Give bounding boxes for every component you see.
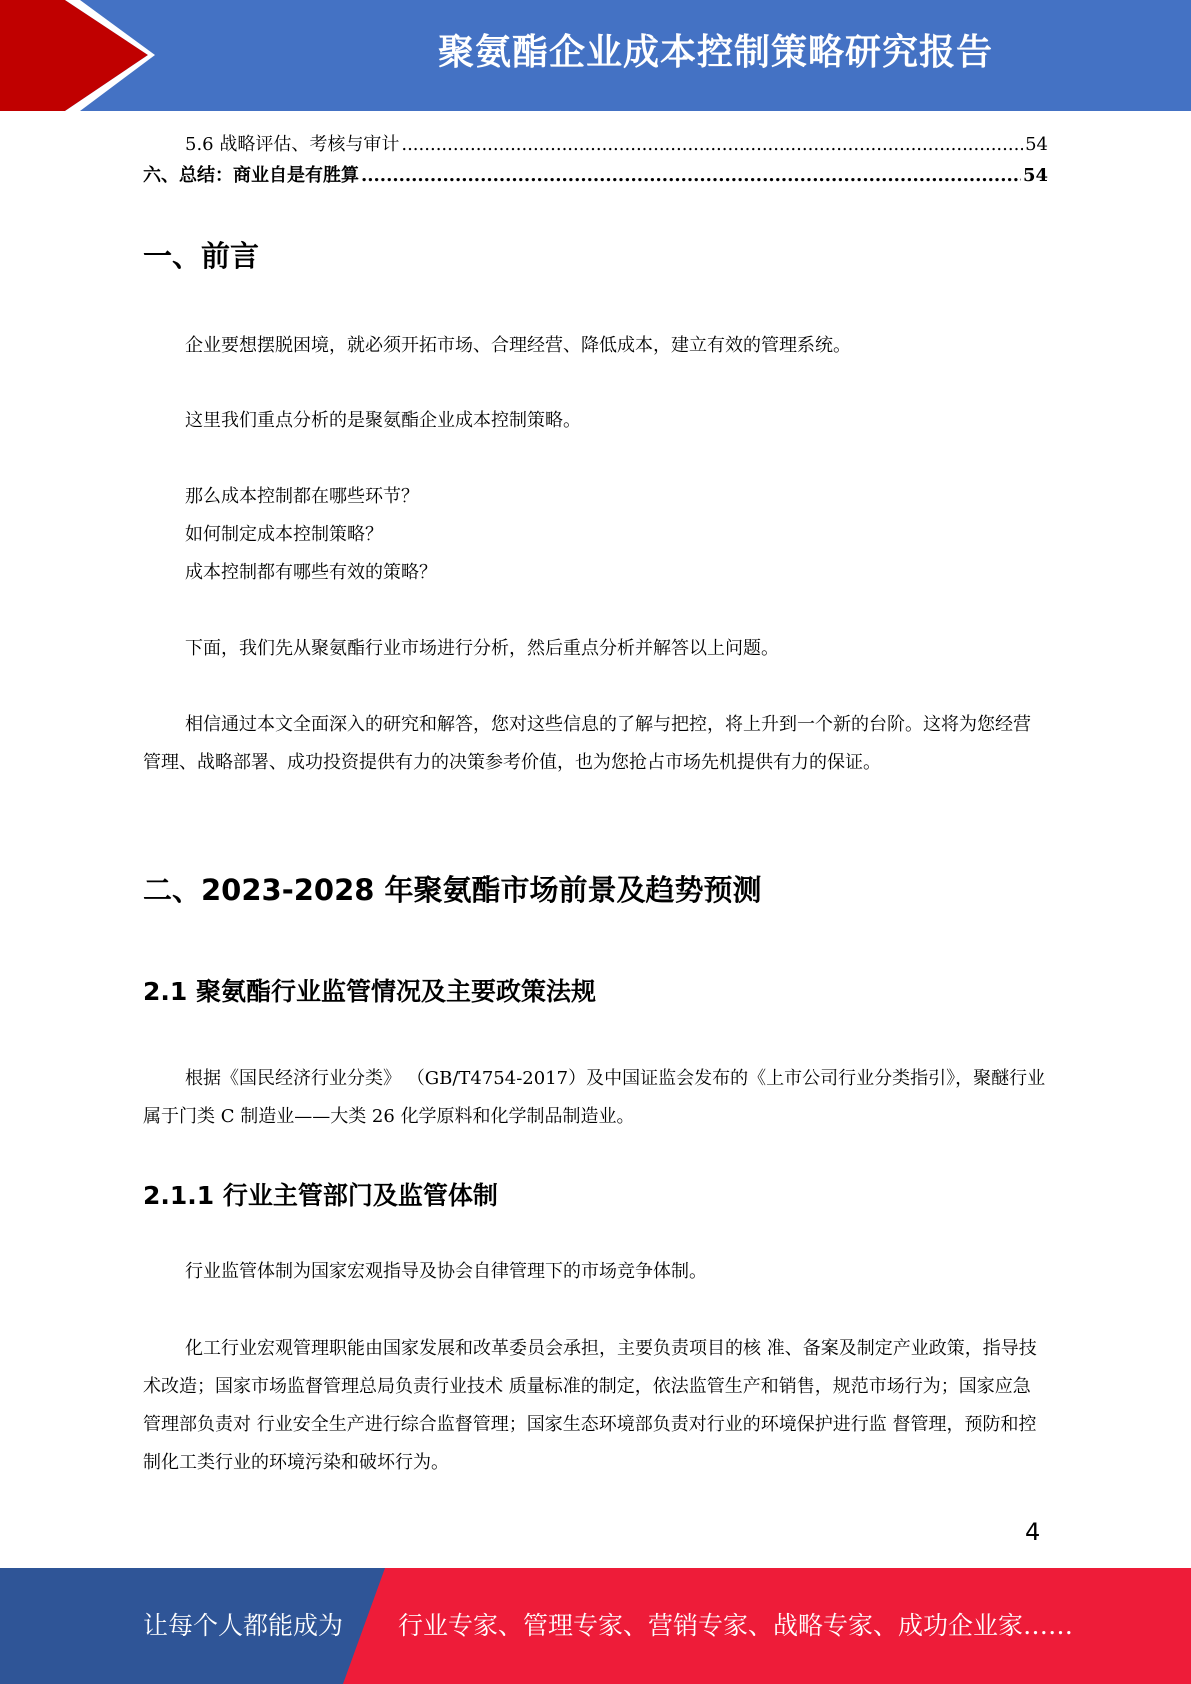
toc-entry-text: 六、总结：商业自是有胜算 bbox=[143, 165, 359, 186]
subsection-heading: 2.1.1 行业主管部门及监管体制 bbox=[143, 1181, 498, 1210]
toc-entry-page: 54 bbox=[1025, 134, 1048, 155]
header-title: 聚氨酯企业成本控制策略研究报告 bbox=[437, 32, 993, 73]
paragraph: 那么成本控制都在哪些环节？ bbox=[185, 486, 419, 507]
paragraph: 成本控制都有哪些有效的策略？ bbox=[185, 562, 437, 583]
footer-slogan-right: 行业专家、管理专家、营销专家、战略专家、成功企业家…… bbox=[398, 1611, 1074, 1640]
toc-entry-page: 54 bbox=[1022, 165, 1048, 186]
subsection-heading: 2.1 聚氨酯行业监管情况及主要政策法规 bbox=[143, 977, 596, 1006]
page-footer bbox=[0, 1568, 1191, 1684]
toc-entry-text: 5.6 战略评估、考核与审计 bbox=[185, 134, 400, 155]
toc-dot-leader bbox=[401, 134, 1023, 155]
footer-slogan-left: 让每个人都能成为 bbox=[143, 1611, 344, 1640]
paragraph: 这里我们重点分析的是聚氨酯企业成本控制策略。 bbox=[185, 410, 581, 431]
paragraph: 行业监管体制为国家宏观指导及协会自律管理下的市场竞争体制。 bbox=[185, 1261, 707, 1282]
section-heading: 一、前言 bbox=[143, 239, 260, 273]
paragraph: 企业要想摆脱困境，就必须开拓市场、合理经营、降低成本，建立有效的管理系统。 bbox=[185, 335, 851, 356]
paragraph: 化工行业宏观管理职能由国家发展和改革委员会承担，主要负责项目的核 准、备案及制定产业政策，指导技术改造；国家市场监督管理总局负责行业技术 质量标准的制定，依法监管生产和销售，规范市场行为；国家应急管理部负责对 行业安全生产进行综合监督管理；国家生态环境部负责对行业的环境保护进行监 督管理，预防和控制化工类行业的环境污染和破坏行为。 bbox=[143, 1338, 1037, 1473]
paragraph: 根据《国民经济行业分类》 （GB/T4754-2017）及中国证监会发布的《上市公司行业分类指引》，聚醚行业属于门类 C 制造业——大类 26 化学原料和化学制品制造业。 bbox=[143, 1068, 1046, 1127]
paragraph: 下面，我们先从聚氨酯行业市场进行分析，然后重点分析并解答以上问题。 bbox=[185, 638, 779, 659]
toc-entry[interactable] bbox=[143, 161, 1048, 187]
paragraph: 相信通过本文全面深入的研究和解答，您对这些信息的了解与把控，将上升到一个新的台阶。这将为您经营管理、战略部署、成功投资提供有力的决策参考价值，也为您抢占市场先机提供有力的保证。 bbox=[143, 714, 1031, 773]
toc-entry[interactable] bbox=[143, 130, 1048, 156]
page-header bbox=[0, 0, 1191, 111]
paragraph: 如何制定成本控制策略？ bbox=[185, 524, 383, 545]
page-number: 4 bbox=[1025, 1518, 1041, 1546]
header-arrow-decoration bbox=[0, 0, 160, 111]
section-heading: 二、2023-2028 年聚氨酯市场前景及趋势预测 bbox=[143, 873, 762, 907]
toc-dot-leader bbox=[361, 165, 1021, 186]
